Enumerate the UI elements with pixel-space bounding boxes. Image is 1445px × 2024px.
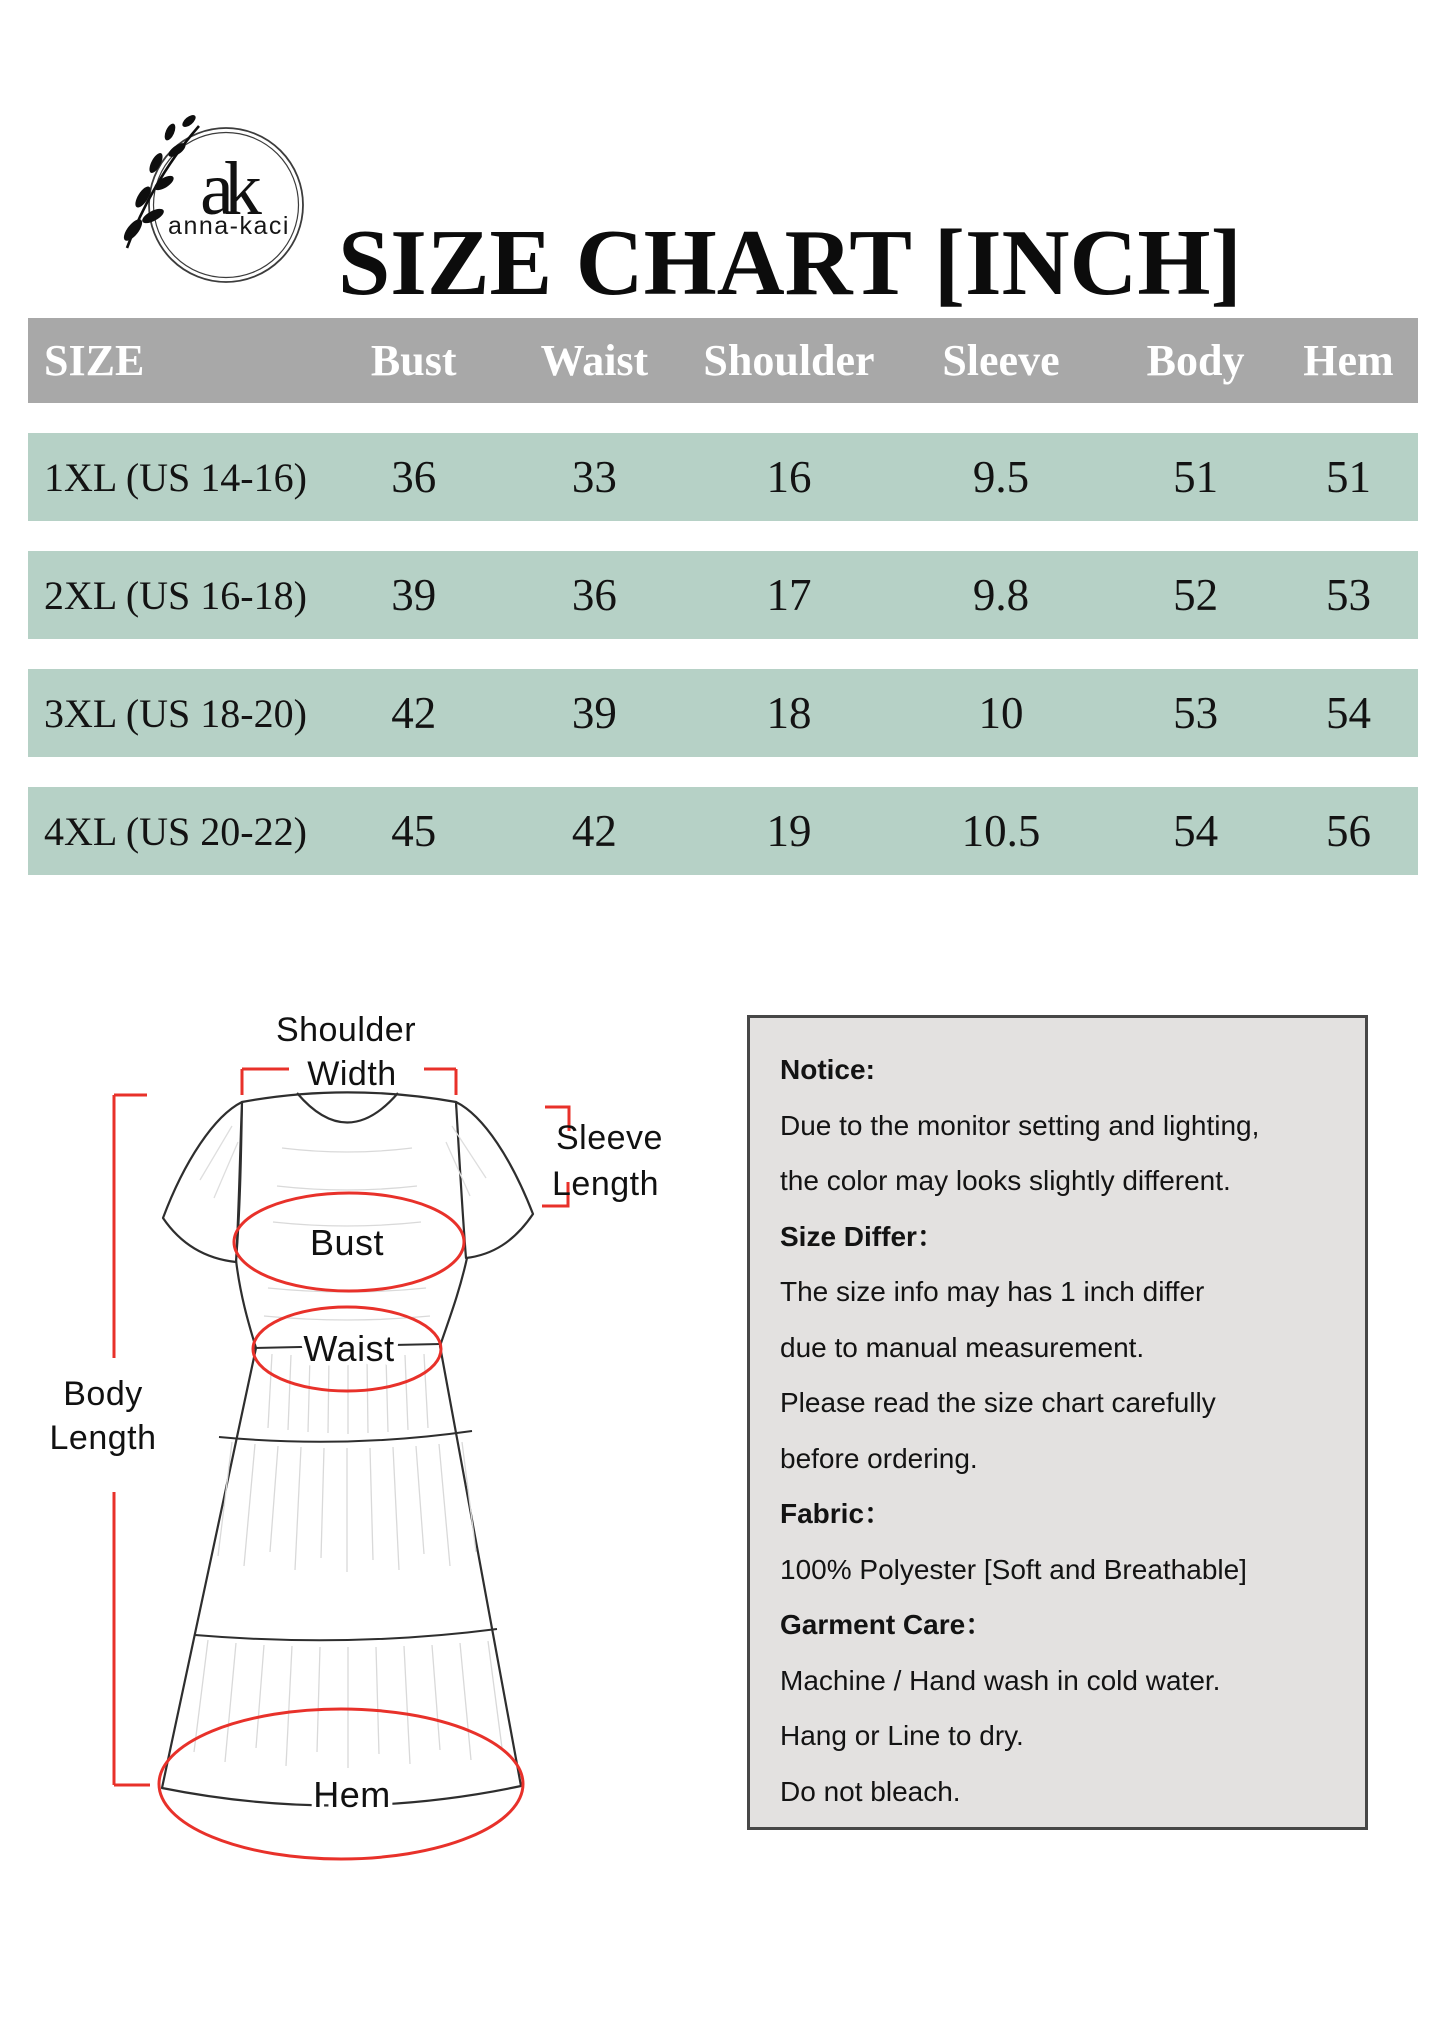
dress-sleeve-right	[456, 1102, 533, 1258]
garment-care-heading: Garment Care：	[780, 1609, 994, 1640]
page-title: SIZE CHART [INCH]	[338, 210, 1242, 315]
header-cell-body: Body	[1146, 336, 1245, 385]
cell-hem: 51	[1325, 452, 1371, 502]
notice-heading: Notice:	[780, 1054, 875, 1085]
header-cell-sleeve: Sleeve	[942, 336, 1060, 385]
cell-waist: 36	[571, 570, 617, 620]
dress-diagram	[0, 975, 730, 1905]
cell-bust: 45	[391, 806, 437, 856]
cell-sleeve: 9.8	[972, 570, 1030, 620]
cell-shoulder: 19	[766, 806, 812, 856]
body-length-label-line2: Length	[49, 1419, 157, 1457]
cell-waist: 42	[571, 806, 617, 856]
notice-text: the color may looks slightly different.	[780, 1165, 1231, 1196]
size-differ-text: due to manual measurement.	[780, 1331, 1145, 1363]
garment-care-text: Machine / Hand wash in cold water.	[780, 1664, 1221, 1696]
cell-waist: 39	[571, 688, 617, 738]
table-row-3xl	[28, 669, 1418, 757]
garment-care-text: Hang or Line to dry.	[780, 1720, 1024, 1751]
cell-shoulder: 17	[766, 570, 812, 620]
notice-box	[747, 1015, 1368, 1830]
cell-size: 1XL (US 14-16)	[44, 454, 307, 500]
size-differ-text: Please read the size chart carefully	[780, 1387, 1216, 1418]
sleeve-length-label-line1: Sleeve	[556, 1119, 663, 1157]
header-cell-waist: Waist	[540, 336, 649, 385]
header-cell-shoulder: Shoulder	[703, 336, 875, 385]
cell-size: 2XL (US 16-18)	[44, 572, 307, 618]
cell-sleeve: 10.5	[961, 806, 1041, 856]
cell-sleeve: 10	[978, 688, 1024, 738]
shoulder-width-label-line2: Width	[307, 1055, 397, 1093]
cell-bust: 42	[391, 688, 437, 738]
header-cell-size: SIZE	[44, 336, 145, 385]
cell-body: 52	[1173, 570, 1219, 620]
body-length-label-line1: Body	[63, 1375, 143, 1413]
shoulder-width-label-line1: Shoulder	[275, 1011, 417, 1049]
size-table-header-row	[28, 318, 1418, 403]
cell-size: 4XL (US 20-22)	[44, 808, 307, 854]
bust-label: Bust	[309, 1222, 385, 1263]
header-cell-hem: Hem	[1303, 336, 1394, 385]
cell-body: 51	[1173, 452, 1219, 502]
table-row-1xl	[28, 433, 1418, 521]
logo-brand-name: anna-kaci	[168, 212, 290, 240]
cell-shoulder: 18	[766, 688, 812, 738]
size-table	[28, 318, 1418, 905]
size-differ-text: The size info may has 1 inch differ	[780, 1276, 1205, 1307]
table-row-2xl	[28, 551, 1418, 639]
fabric-heading: Fabric：	[780, 1498, 893, 1529]
header-cell-bust: Bust	[370, 336, 457, 385]
cell-body: 53	[1173, 688, 1219, 738]
table-row-4xl	[28, 787, 1418, 875]
size-differ-text: before ordering.	[780, 1442, 978, 1474]
garment-care-text: Do not bleach.	[780, 1775, 961, 1807]
cell-hem: 53	[1325, 570, 1371, 620]
cell-hem: 54	[1325, 688, 1371, 738]
cell-bust: 39	[391, 570, 437, 620]
brand-logo	[92, 82, 342, 317]
cell-shoulder: 16	[766, 452, 812, 502]
cell-bust: 36	[391, 452, 437, 502]
cell-body: 54	[1173, 806, 1219, 856]
size-differ-heading: Size Differ：	[780, 1220, 945, 1252]
cell-waist: 33	[571, 452, 617, 502]
cell-size: 3XL (US 18-20)	[44, 690, 307, 736]
sleeve-length-label-line2: Length	[552, 1165, 659, 1203]
hem-label: Hem	[313, 1774, 391, 1815]
cell-sleeve: 9.5	[972, 452, 1030, 502]
notice-text: Due to the monitor setting and lighting,	[780, 1109, 1260, 1141]
cell-hem: 56	[1325, 806, 1371, 856]
logo-monogram: ak	[200, 147, 252, 231]
waist-label: Waist	[303, 1328, 395, 1369]
dress-sleeve-left	[163, 1102, 242, 1262]
fabric-text: 100% Polyester [Soft and Breathable]	[780, 1553, 1247, 1585]
